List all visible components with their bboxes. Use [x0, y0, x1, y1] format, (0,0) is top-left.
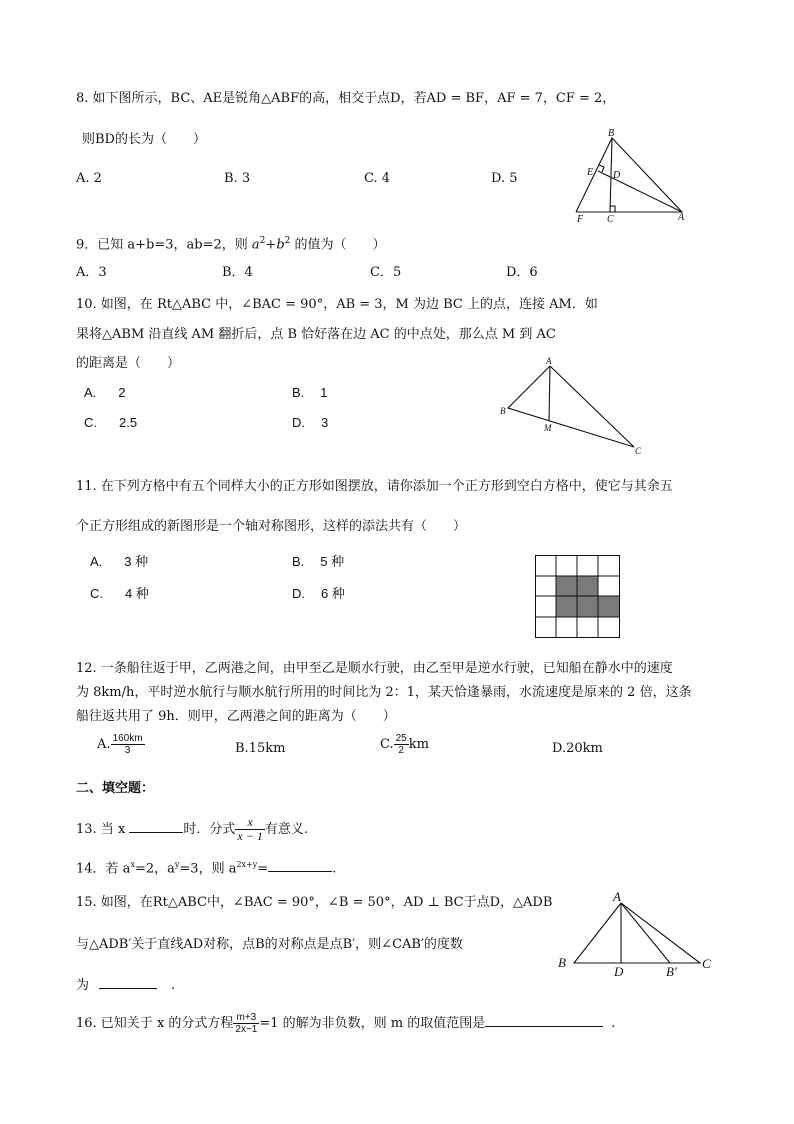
q12-option-a[interactable]: A. $\frac{160km}{3}$	[97, 733, 143, 756]
q10-option-c[interactable]: C. 2.5	[84, 415, 138, 430]
q9-option-d[interactable]: D．6	[506, 265, 538, 280]
q8-triangle-figure	[568, 124, 698, 224]
q10-label-c: C	[635, 446, 642, 456]
q16-fraction: $\frac{m+3}{2x-1}$	[235, 1012, 258, 1035]
q8-right-angle-e	[599, 165, 604, 172]
q10-option-d[interactable]: D. 3	[292, 415, 329, 430]
q14-answer-blank[interactable]	[268, 857, 332, 872]
q15-stem-line2: 与△ADB′关于直线AD对称，点B的对称点是点B′，则∠CAB′的度数	[76, 937, 463, 952]
q9-option-b[interactable]: B．4	[222, 265, 253, 280]
q11-grid-lines	[535, 555, 620, 638]
section-fill-in-heading: 二、填空题：	[76, 781, 155, 796]
q11-shaded-square	[577, 576, 598, 596]
q13-stem: 13. 当 x 时．分式 $\frac{x}{x - 1}$ 有意义.	[76, 815, 308, 843]
q12-option-c-fraction: $\frac{25}{2}$	[395, 733, 407, 756]
q12-stem-line3: 船往返共用了 9h．则甲，乙两港之间的距离为（ ）	[76, 709, 396, 724]
q10-stem-line3: 的距离是（ ）	[76, 356, 181, 371]
q15-stem-line3: 为 .	[76, 974, 175, 995]
q8-option-c[interactable]: C. 4	[364, 171, 391, 186]
q12-stem-line2: 为 8km/h，平时逆水航行与顺水航行所用的时间比为 2：1，某天恰逢暴雨，水流速度是原来的 2 倍，这条	[76, 685, 692, 700]
q10-label-a: A	[546, 356, 552, 366]
q11-shaded-square	[598, 596, 619, 617]
q8-option-a[interactable]: A. 2	[76, 171, 102, 186]
q15-triangle-figure	[556, 890, 716, 978]
q11-shaded-square	[556, 596, 577, 617]
q12-option-b[interactable]: B.15km	[235, 741, 286, 756]
q11-shaded-square	[577, 596, 598, 617]
q10-label-b: B	[500, 406, 506, 416]
q8-label-f: F	[577, 214, 584, 224]
q8-label-e: E	[587, 167, 594, 178]
q15-label-b: B	[558, 955, 566, 970]
q12-option-a-fraction: $\frac{160km}{3}$	[112, 733, 143, 756]
q11-stem-line2: 个正方形组成的新图形是一个轴对称图形，这样的添法共有（ ）	[76, 519, 467, 534]
q15-label-b-prime: B′	[666, 964, 677, 978]
q15-label-c: C	[702, 956, 711, 971]
q15-label-d: D	[614, 964, 624, 978]
q15-stem-line1: 15. 如图，在Rt△ABC中，∠BAC = 90°，∠B = 50°，AD ⊥ BC于点D，△ADB	[76, 895, 553, 910]
q13-fraction: $\frac{x}{x - 1}$	[237, 815, 263, 843]
q11-shaded-square	[556, 576, 577, 596]
q13-answer-blank[interactable]	[129, 818, 183, 833]
q14-stem: 14．若 $a^x=2$，$a^y=3$，则 $a^{2x+y}=$ .	[76, 856, 336, 878]
q8-right-angle-c	[610, 206, 615, 212]
q10-triangle-abc	[508, 366, 634, 447]
q11-option-a[interactable]: A. 3 种	[90, 554, 149, 569]
q15-triangle-abc	[574, 903, 700, 963]
q16-stem: 16. 已知关于 x 的分式方程 $\frac{m+3}{2x-1}$ =1 的解为非负数，则 m 的取值范围是 .	[76, 1012, 616, 1035]
q10-triangle-figure	[494, 356, 654, 456]
q8-stem-line1: 8. 如下图所示，BC、AE是锐角△ABF的高，相交于点D，若AD = BF，AF = 7，CF = 2，	[76, 91, 616, 106]
q8-option-d[interactable]: D. 5	[491, 171, 518, 186]
q10-label-m: M	[544, 423, 552, 433]
q12-option-c[interactable]: C. $\frac{25}{2}$ km	[380, 733, 429, 756]
q11-option-d[interactable]: D. 6 种	[292, 586, 345, 601]
q11-grid-figure	[535, 555, 625, 639]
q10-option-b[interactable]: B. 1	[292, 385, 328, 400]
q8-label-d: D	[613, 170, 621, 181]
q16-answer-blank[interactable]	[485, 1012, 603, 1027]
q8-label-c: C	[607, 214, 614, 224]
q8-label-a: A	[678, 212, 685, 223]
q11-stem-line1: 11. 在下列方格中有五个同样大小的正方形如图摆放，请你添加一个正方形到空白方格中，使它与其余五	[76, 479, 673, 494]
q11-option-c[interactable]: C. 4 种	[90, 586, 149, 601]
q15-label-a: A	[613, 890, 621, 904]
q15-segment-ab-prime	[621, 903, 670, 963]
q10-segment-am	[549, 366, 550, 421]
q12-option-d[interactable]: D.20km	[552, 741, 603, 756]
q8-label-b: B	[608, 128, 615, 139]
q10-stem-line2: 果将△ABM 沿直线 AM 翻折后，点 B 恰好落在边 AC 的中点处，那么点 M 到 AC	[76, 327, 556, 342]
q9-stem: 9．已知 a+b=3，ab=2，则 $a^2+b^2$ 的值为（ ）	[76, 236, 386, 253]
q8-option-b[interactable]: B. 3	[224, 171, 251, 186]
q15-answer-blank[interactable]	[99, 974, 157, 989]
q12-stem-line1: 12. 一条船往返于甲，乙两港之间，由甲至乙是顺水行驶，由乙至甲是逆水行驶，已知船在静水中的速度	[76, 661, 673, 676]
q10-stem-line1: 10. 如图，在 Rt△ABC 中，∠BAC = 90°，AB = 3，M 为边 BC 上的点，连接 AM．如	[76, 297, 598, 312]
q8-stem-line2: 则BD的长为（ ）	[82, 132, 206, 147]
q8-altitude-bc	[610, 138, 612, 212]
q9-option-a[interactable]: A．3	[76, 265, 107, 280]
q10-option-a[interactable]: A. 2	[84, 385, 126, 400]
q9-option-c[interactable]: C．5	[370, 265, 402, 280]
q11-option-b[interactable]: B. 5 种	[292, 554, 345, 569]
